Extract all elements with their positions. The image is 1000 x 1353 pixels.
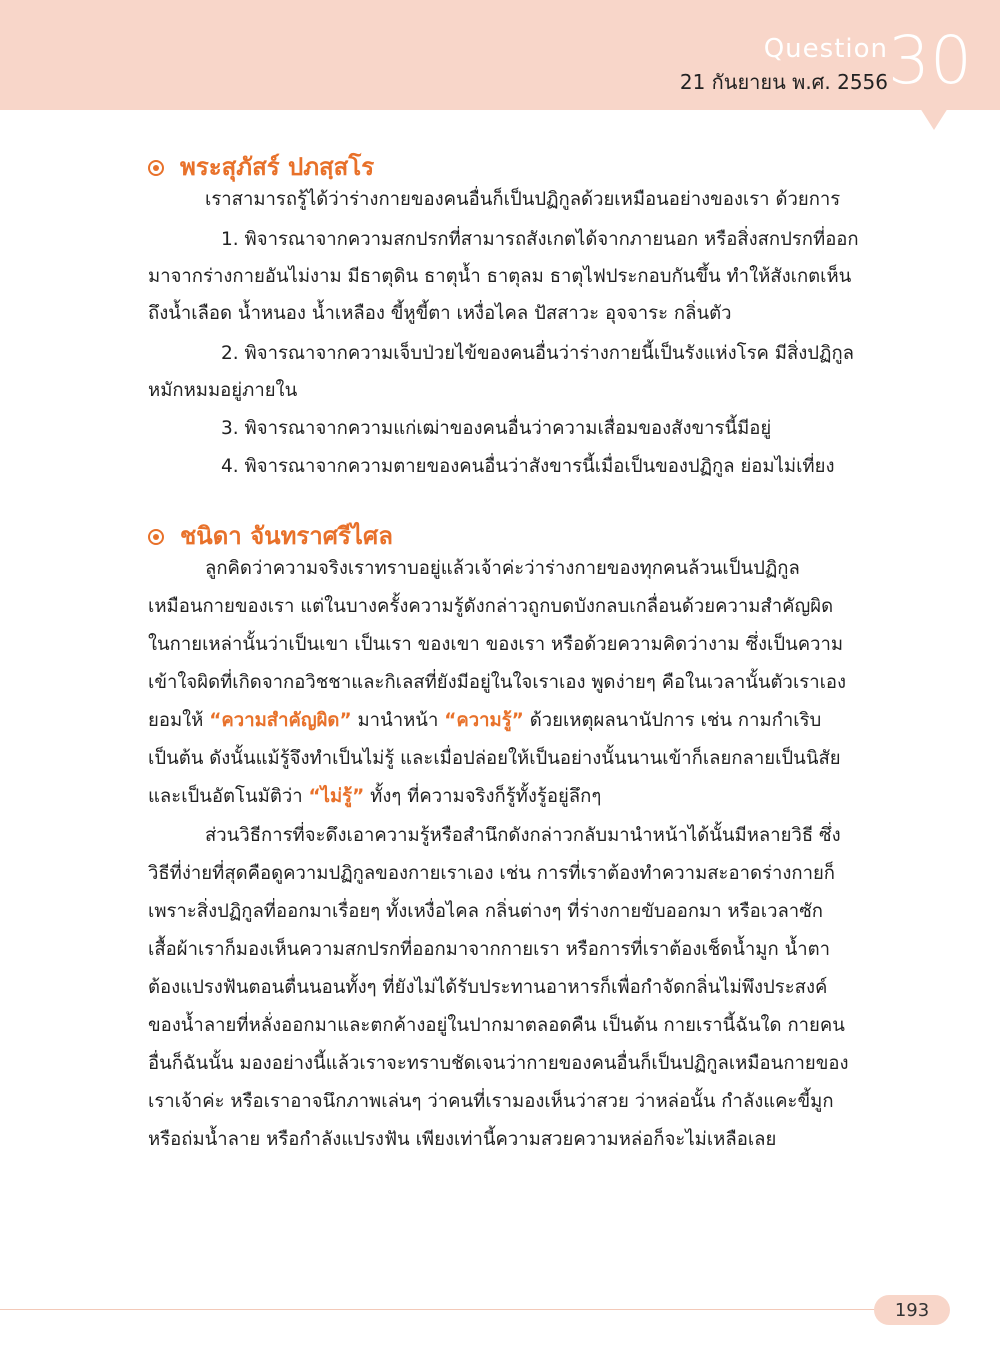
s1-line-7: 3. พิจารณาจากความแก่เฒ่าของคนอื่นว่าความเสื่อมของสังขารนี้มีอยู่	[221, 418, 772, 439]
s2-line-7	[148, 788, 601, 807]
s2-line-5-b: มานำหน้า	[351, 710, 445, 731]
highlight-misconception: “ความสำคัญผิด”	[209, 710, 352, 731]
question-number: 30	[888, 22, 972, 99]
s2-line-6: เป็นต้น ดังนั้นแม้รู้จึงทำเป็นไม่รู้ และเมื่อปล่อยให้เป็นอย่างนั้นนานเข้าก็เลยกลายเป็นนิสัย	[148, 748, 841, 769]
s1-line-1: เราสามารถรู้ได้ว่าร่างกายของคนอื่นก็เป็นปฏิกูลด้วยเหมือนอย่างของเรา ด้วยการ	[205, 189, 841, 210]
bullet-icon	[148, 160, 164, 176]
section1-title	[148, 147, 374, 186]
s1-line-4: ถึงน้ำเลือด น้ำหนอง น้ำเหลือง ขี้หูขี้ตา เหงื่อไคล ปัสสาวะ อุจจาระ กลิ่นตัว	[148, 303, 732, 324]
s1-line-8: 4. พิจารณาจากความตายของคนอื่นว่าสังขารนี้เมื่อเป็นของปฏิกูล ย่อมไม่เที่ยง	[221, 456, 835, 477]
s1-line-3: มาจากร่างกายอันไม่งาม มีธาตุดิน ธาตุน้ำ ธาตุลม ธาตุไฟประกอบกันขึ้น ทำให้สังเกตเห็น	[148, 266, 852, 287]
s2-para2-line-7: อื่นก็ฉันนั้น มองอย่างนี้แล้วเราจะทราบชัดเจนว่ากายของคนอื่นก็เป็นปฏิกูลเหมือนกายของ	[148, 1053, 849, 1074]
s2-line-7-b: ทั้งๆ ที่ความจริงก็รู้ทั้งรู้อยู่ลึกๆ	[364, 786, 602, 807]
header-tail	[920, 108, 948, 130]
s2-para2-line-2: วิธีที่ง่ายที่สุดคือดูความปฏิกูลของกายเราเอง เช่น การที่เราต้องทำความสะอาดร่างกายก็	[148, 863, 835, 884]
s2-line-1: ลูกคิดว่าความจริงเราทราบอยู่แล้วเจ้าค่ะว่าร่างกายของทุกคนล้วนเป็นปฏิกูล	[205, 558, 800, 579]
footer-rule	[0, 1309, 880, 1310]
s1-line-5: 2. พิจารณาจากความเจ็บป่วยไข้ของคนอื่นว่าร่างกายนี้เป็นรังแห่งโรค มีสิ่งปฏิกูล	[221, 343, 855, 364]
bullet-icon	[148, 529, 164, 545]
question-label: Question	[763, 34, 888, 64]
s2-para2-line-6: ของน้ำลายที่หลั่งออกมาและตกค้างอยู่ในปากมาตลอดคืน เป็นต้น กายเรานี้ฉันใด กายคน	[148, 1015, 845, 1036]
s2-para2-line-4: เสื้อผ้าเราก็มองเห็นความสกปรกที่ออกมาจากกายเรา หรือการที่เราต้องเช็ดน้ำมูก น้ำตา	[148, 939, 831, 960]
s2-line-5	[148, 712, 821, 731]
section2-title	[148, 516, 393, 555]
s2-line-4: เข้าใจผิดที่เกิดจากอวิชชาและกิเลสที่ยังมีอยู่ในใจเราเอง พูดง่ายๆ คือในเวลานั้นตัวเราเอง	[148, 672, 847, 693]
highlight-knowledge: “ความรู้”	[444, 710, 524, 731]
s1-line-2: 1. พิจารณาจากความสกปรกที่สามารถสังเกตได้จากภายนอก หรือสิ่งสกปรกที่ออก	[221, 229, 859, 250]
s2-para2-line-1: ส่วนวิธีการที่จะดึงเอาความรู้หรือสำนึกดังกล่าวกลับมานำหน้าได้นั้นมีหลายวิธี ซึ่ง	[205, 825, 841, 846]
s2-line-2: เหมือนกายของเรา แต่ในบางครั้งความรู้ดังกล่าวถูกบดบังกลบเกลื่อนด้วยความสำคัญผิด	[148, 596, 834, 617]
s2-para2-line-5: ต้องแปรงฟันตอนตื่นนอนทั้งๆ ที่ยังไม่ได้รับประทานอาหารก็เพื่อกำจัดกลิ่นไม่พึงประสงค์	[148, 977, 828, 998]
s2-line-3: ในกายเหล่านั้นว่าเป็นเขา เป็นเรา ของเขา ของเรา หรือด้วยความคิดว่างาม ซึ่งเป็นความ	[148, 634, 844, 655]
s2-line-7-a: และเป็นอัตโนมัติว่า	[148, 786, 309, 807]
s2-para2-line-9: หรือถ่มน้ำลาย หรือกำลังแปรงฟัน เพียงเท่านี้ความสวยความหล่อก็จะไม่เหลือเลย	[148, 1129, 777, 1150]
section1-title-text: พระสุภัสร์ ปภสฺสโร	[180, 153, 375, 181]
s2-para2-line-8: เราเจ้าค่ะ หรือเราอาจนึกภาพเล่นๆ ว่าคนที่เรามองเห็นว่าสวย ว่าหล่อนั้น กำลังแคะขี้มูก	[148, 1091, 834, 1112]
highlight-not-know: “ไม่รู้”	[308, 786, 365, 807]
section2-title-text: ชนิดา จันทราศรีไศล	[180, 522, 393, 550]
page-number: 193	[894, 1300, 930, 1321]
s2-line-5-c: ด้วยเหตุผลนานัปการ เช่น กามกำเริบ	[523, 710, 822, 731]
s2-para2-line-3: เพราะสิ่งปฏิกูลที่ออกมาเรื่อยๆ ทั้งเหงื่อไคล กลิ่นต่างๆ ที่ร่างกายขับออกมา หรือเวลาซัก	[148, 901, 823, 922]
s1-line-6: หมักหมมอยู่ภายใน	[148, 380, 298, 401]
question-date: 21 กันยายน พ.ศ. 2556	[679, 70, 888, 94]
s2-line-5-a: ยอมให้	[148, 710, 210, 731]
